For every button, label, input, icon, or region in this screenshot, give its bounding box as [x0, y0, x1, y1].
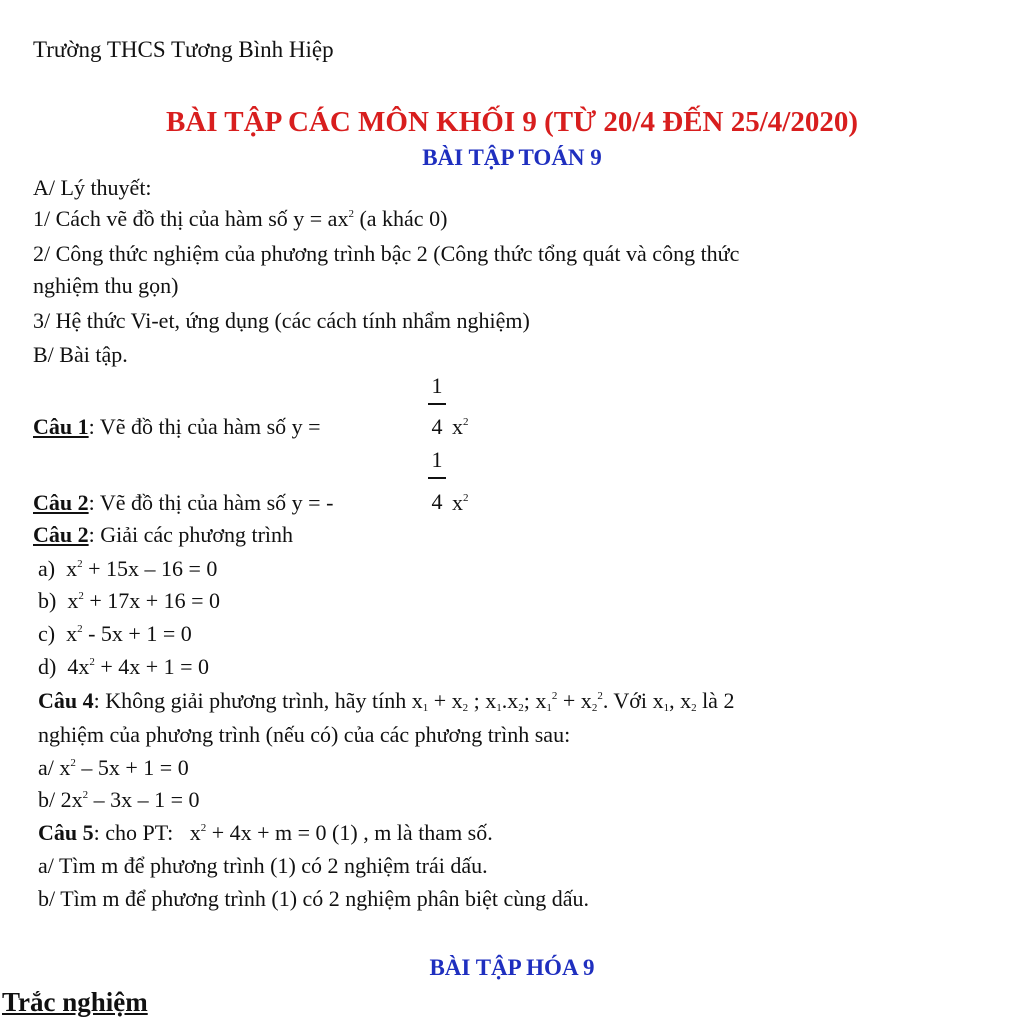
q3-equation-a: a) $x^2 + 15x - 16 = 0$ [38, 556, 218, 581]
main-title: BÀI TẬP CÁC MÔN KHỐI 9 (TỪ 20/4 ĐẾN 25/4/2020) [166, 106, 858, 138]
math-title: BÀI TẬP TOÁN 9 [422, 145, 602, 170]
q2-numerator: 1 [431, 447, 443, 472]
question-3: Câu 2: Giải các phương trình [33, 522, 294, 547]
theory-item-2-line-1: 2/ Công thức nghiệm của phương trình bậc 2 (Công thức tổng quát và công thức [33, 241, 740, 266]
q1-denominator: 4 [431, 414, 443, 439]
q4-equation-b: b/ $2x^2 - 3x - 1 = 0$ [38, 787, 200, 812]
q4-equation-a: a/ $x^2 - 5x + 1 = 0$ [38, 755, 189, 780]
question-5: Câu 5: cho PT: $x^2 + 4x + m = 0$ (1) , m là tham số. [38, 820, 493, 845]
q2-fraction-bar [428, 477, 446, 479]
school-name: Trường THCS Tương Bình Hiệp [33, 37, 334, 62]
q2-variable: $x^2$ [452, 490, 469, 515]
exercises-heading: B/ Bài tập. [33, 342, 128, 367]
question-4-line-1: Câu 4: Không giải phương trình, hãy tính $x_1 + x_2$ ; $x_1.x_2$; $x_1^2 + x_2^2$. Với $x_1$, $x_2$ là 2 [38, 688, 735, 714]
q1-variable: $x^2$ [452, 414, 469, 439]
theory-heading: A/ Lý thuyết: [33, 175, 152, 200]
q3-equation-c: c) $x^2 - 5x + 1 = 0$ [38, 621, 192, 646]
multiple-choice-heading: Trắc nghiệm [2, 987, 148, 1017]
question-4-line-2: nghiệm của phương trình (nếu có) của các phương trình sau: [38, 722, 571, 747]
q5-part-a: a/ Tìm m để phương trình (1) có 2 nghiệm trái dấu. [38, 853, 488, 878]
q1-numerator: 1 [431, 373, 443, 398]
q1-fraction-bar [428, 403, 446, 405]
q3-equation-b: b) $x^2 + 17x + 16 = 0$ [38, 588, 221, 613]
question-2: Câu 2: Vẽ đồ thị của hàm số y = - [33, 490, 334, 515]
chemistry-title: BÀI TẬP HÓA 9 [429, 955, 595, 980]
theory-item-1: 1/ Cách vẽ đồ thị của hàm số $y = ax^2$ (a khác 0) [33, 206, 448, 231]
theory-item-2-line-2: nghiệm thu gọn) [33, 273, 179, 298]
q2-denominator: 4 [431, 489, 443, 514]
question-1: Câu 1: Vẽ đồ thị của hàm số y = [33, 414, 321, 439]
q3-equation-d: d) $4x^2 + 4x + 1 = 0$ [38, 654, 210, 679]
q5-part-b: b/ Tìm m để phương trình (1) có 2 nghiệm phân biệt cùng dấu. [38, 886, 590, 911]
theory-item-3: 3/ Hệ thức Vi-et, ứng dụng (các cách tính nhẩm nghiệm) [33, 308, 530, 333]
